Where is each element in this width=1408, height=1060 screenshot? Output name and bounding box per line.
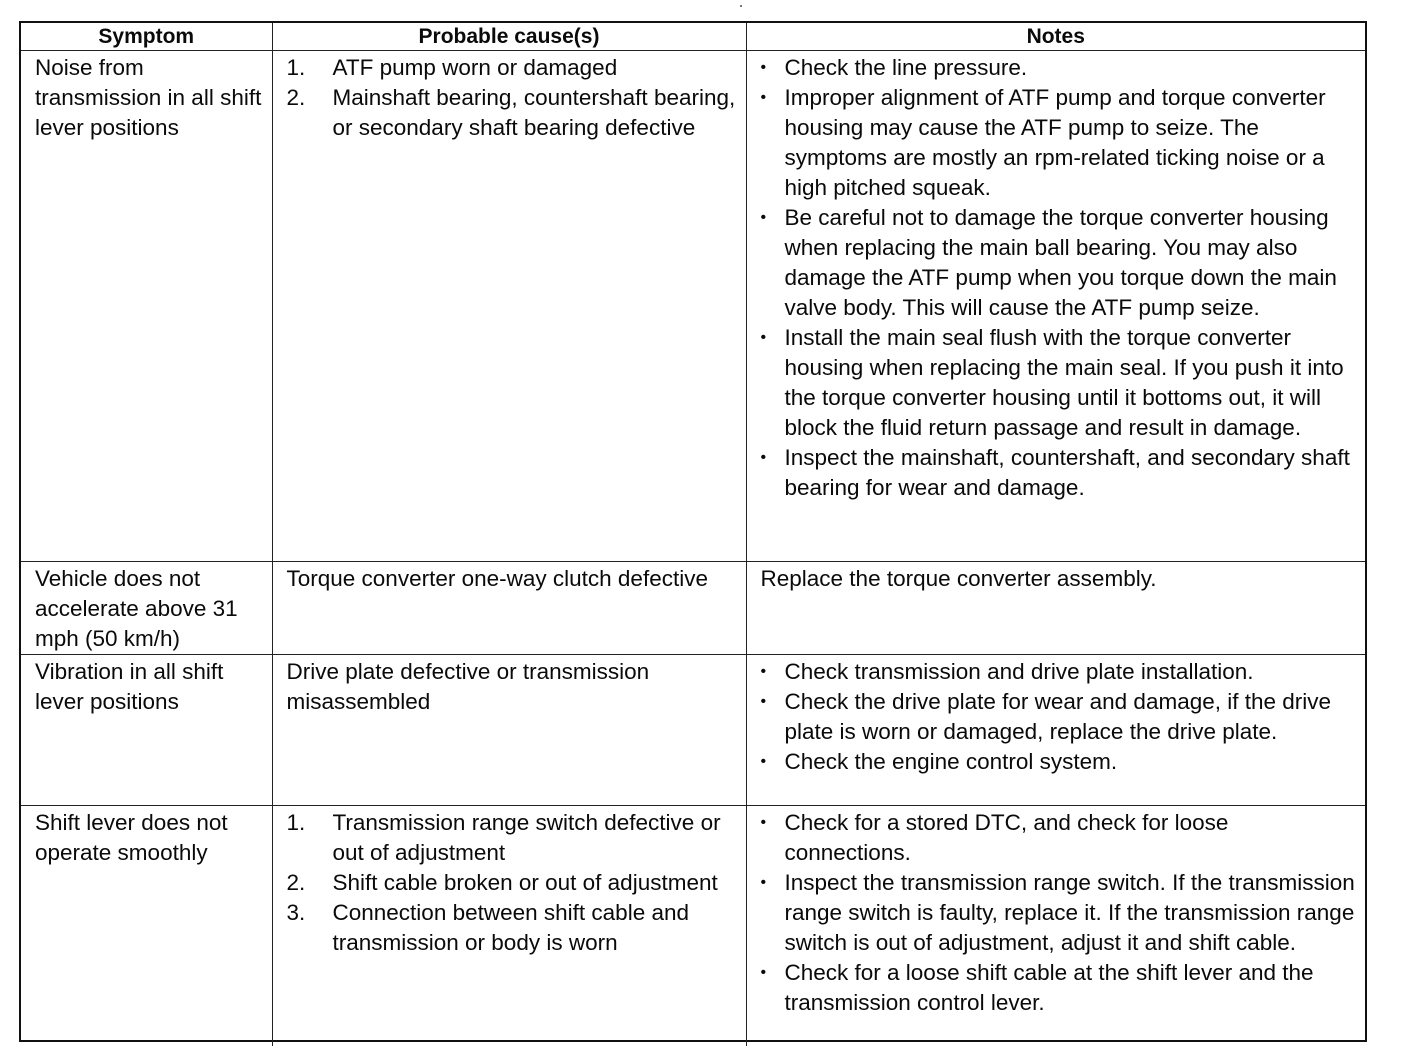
note-text: Check the drive plate for wear and damage, if the drive plate is worn or damaged, replace the drive plate.	[784, 689, 1332, 744]
cause-list	[287, 53, 736, 143]
note-text: Be careful not to damage the torque converter housing when replacing the main ball bearing. You may also damage the ATF pump when you torque down the main valve body. This will cause the ATF pump seize.	[784, 205, 1337, 320]
bullet-icon: •	[760, 663, 767, 680]
cause-item	[287, 83, 736, 143]
symptom-text: Vibration in all shift lever positions	[35, 659, 224, 714]
note-item	[761, 203, 1356, 323]
note-item	[761, 868, 1356, 958]
bullet-icon: •	[760, 693, 767, 710]
cause-text: Drive plate defective or transmission misassembled	[286, 659, 650, 714]
note-item	[761, 687, 1356, 747]
cause-text: Transmission range switch defective or out of adjustment	[332, 810, 721, 865]
symptom-text: Shift lever does not operate smoothly	[35, 810, 228, 865]
note-item	[761, 747, 1356, 777]
bullet-icon: •	[760, 89, 767, 106]
cause-cell	[272, 51, 746, 562]
symptom-cell	[21, 562, 272, 655]
note-item	[761, 958, 1356, 1018]
symptom-cell	[21, 51, 272, 562]
cause-item	[287, 898, 736, 958]
note-text: Inspect the transmission range switch. If the transmission range switch is faulty, replace it. If the transmission range switch is out of adjustment, adjust it and shift cable.	[784, 870, 1355, 955]
cause-text: ATF pump worn or damaged	[332, 55, 618, 80]
symptom-cell	[21, 806, 272, 1047]
bullet-icon: •	[760, 874, 767, 891]
header-symptom: Symptom	[21, 23, 272, 51]
bullet-icon: •	[760, 59, 767, 76]
bullet-icon: •	[760, 449, 767, 466]
note-item	[761, 83, 1356, 203]
table-row	[21, 655, 1365, 806]
note-item	[761, 657, 1356, 687]
notes-list	[761, 808, 1356, 1018]
scan-speck	[740, 5, 742, 7]
cause-text: Torque converter one-way clutch defective	[286, 566, 708, 591]
cause-text: Mainshaft bearing, countershaft bearing, or secondary shaft bearing defective	[332, 85, 736, 140]
note-text: Check the engine control system.	[784, 749, 1118, 774]
table-row	[21, 51, 1365, 562]
cause-text: Shift cable broken or out of adjustment	[332, 870, 718, 895]
bullet-icon: •	[760, 329, 767, 346]
troubleshooting-table	[21, 23, 1365, 1046]
note-text: Check the line pressure.	[784, 55, 1028, 80]
notes-cell	[746, 806, 1365, 1047]
note-text: Replace the torque converter assembly.	[760, 566, 1157, 591]
troubleshooting-table-frame	[19, 21, 1367, 1042]
bullet-icon: •	[760, 964, 767, 981]
notes-list	[761, 53, 1356, 503]
note-text: Install the main seal flush with the torque converter housing when replacing the main seal. If you push it into the torque converter housing until it bottoms out, it will block the fluid return passage and result in damage.	[784, 325, 1344, 440]
note-text: Check for a loose shift cable at the shift lever and the transmission control lever.	[784, 960, 1314, 1015]
note-text: Improper alignment of ATF pump and torque converter housing may cause the ATF pump to seize. The symptoms are mostly an rpm-related ticking noise or a high pitched squeak.	[784, 85, 1326, 200]
cause-number: 2.	[286, 85, 306, 110]
cause-text: Connection between shift cable and transmission or body is worn	[332, 900, 689, 955]
cause-item	[287, 53, 736, 83]
notes-cell	[746, 51, 1365, 562]
note-text: Inspect the mainshaft, countershaft, and secondary shaft bearing for wear and damage.	[784, 445, 1350, 500]
notes-cell	[746, 562, 1365, 655]
header-row	[21, 23, 1365, 51]
symptom-cell	[21, 655, 272, 806]
cause-cell	[272, 562, 746, 655]
cause-number: 3.	[286, 900, 306, 925]
cause-number: 1.	[286, 55, 306, 80]
note-item	[761, 323, 1356, 443]
cause-cell	[272, 806, 746, 1047]
note-text: Check for a stored DTC, and check for loose connections.	[784, 810, 1229, 865]
cause-number: 1.	[286, 810, 306, 835]
notes-list	[761, 657, 1356, 777]
note-text: Check transmission and drive plate installation.	[784, 659, 1254, 684]
notes-cell	[746, 655, 1365, 806]
symptom-text: Vehicle does not accelerate above 31 mph (50 km/h)	[35, 566, 238, 651]
table-row	[21, 562, 1365, 655]
cause-list	[287, 808, 736, 958]
bullet-icon: •	[760, 209, 767, 226]
cause-cell	[272, 655, 746, 806]
note-item	[761, 53, 1356, 83]
cause-item	[287, 808, 736, 868]
symptom-text: Noise from transmission in all shift lever positions	[35, 55, 262, 140]
note-item	[761, 443, 1356, 503]
header-notes: Notes	[746, 23, 1365, 51]
cause-number: 2.	[286, 870, 306, 895]
bullet-icon: •	[760, 814, 767, 831]
table-row	[21, 806, 1365, 1047]
header-probable-causes: Probable cause(s)	[272, 23, 746, 51]
cause-item	[287, 868, 736, 898]
note-item	[761, 808, 1356, 868]
bullet-icon: •	[760, 753, 767, 770]
